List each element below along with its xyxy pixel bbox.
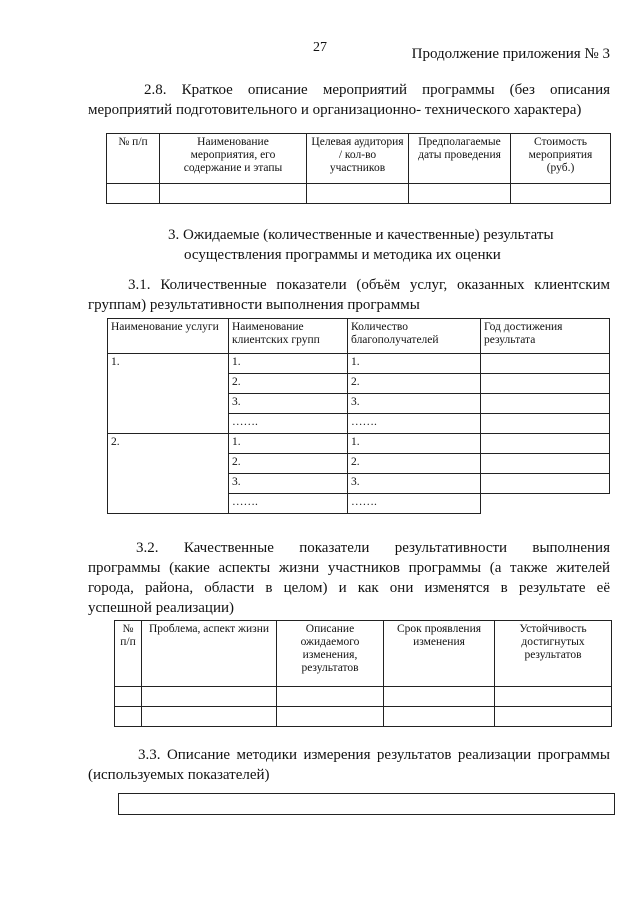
service-cell: 1. <box>108 354 229 434</box>
header-change: Описание ожидаемого изменения, результатов <box>277 621 384 687</box>
cell[interactable] <box>495 687 612 707</box>
cell[interactable] <box>511 184 611 204</box>
quantitative-table <box>107 318 610 514</box>
table-row <box>108 434 610 454</box>
header-client-groups: Наименование клиентских групп <box>229 319 348 354</box>
cell[interactable] <box>142 687 277 707</box>
section-3-heading-line1: 3. Ожидаемые (количественные и качественные) результаты <box>168 227 554 243</box>
year-cell[interactable] <box>481 354 610 374</box>
section-3-heading <box>168 225 568 265</box>
cell[interactable] <box>495 707 612 727</box>
section-3-2-line4: успешной реализации) <box>88 600 235 616</box>
year-cell[interactable] <box>481 414 610 434</box>
cell[interactable] <box>142 707 277 727</box>
client-group-cell: 1. <box>229 434 348 454</box>
section-3-3-text <box>88 745 610 785</box>
section-3-3-line2: (используемых показателей) <box>88 767 270 783</box>
cell[interactable] <box>160 184 307 204</box>
section-3-2-line1: 3.2. Качественные показатели результативности выполнения <box>136 540 610 556</box>
section-3-1-text <box>88 275 610 315</box>
year-cell[interactable] <box>481 394 610 414</box>
client-group-cell: 3. <box>229 474 348 494</box>
cell[interactable] <box>277 707 384 727</box>
section-2-8-line2: мероприятий подготовительного и организационно- технического характера) <box>88 102 582 118</box>
header-year: Год достижения результата <box>481 319 610 354</box>
table-row <box>108 354 610 374</box>
client-group-cell: 3. <box>229 394 348 414</box>
section-3-1-line2: группам) результативности выполнения программы <box>88 297 420 313</box>
header-activity: Наименование мероприятия, его содержание и этапы <box>160 134 307 184</box>
header-beneficiaries: Количество благополучателей <box>348 319 481 354</box>
header-stability: Устойчивость достигнутых результатов <box>495 621 612 687</box>
year-cell[interactable] <box>481 474 610 494</box>
year-cell[interactable] <box>481 434 610 454</box>
cell[interactable] <box>115 687 142 707</box>
year-cell[interactable] <box>481 374 610 394</box>
header-term: Срок проявления изменения <box>384 621 495 687</box>
service-cell: 2. <box>108 434 229 514</box>
client-group-cell: 2. <box>229 374 348 394</box>
section-2-8-line1: 2.8. Краткое описание мероприятий программы (без описания <box>144 82 610 98</box>
header-audience: Целевая аудитория / кол-во участников <box>307 134 409 184</box>
header-num: № п/п <box>115 621 142 687</box>
appendix-continuation: Продолжение приложения № 3 <box>411 46 610 62</box>
section-2-8-text <box>88 80 610 120</box>
section-3-2-text <box>88 538 610 618</box>
client-group-cell: ……. <box>229 494 348 514</box>
client-group-cell: 2. <box>229 454 348 474</box>
table-row <box>107 184 611 204</box>
cell[interactable] <box>384 707 495 727</box>
beneficiaries-cell: 2. <box>348 374 481 394</box>
beneficiaries-cell: ……. <box>348 494 481 514</box>
table-row <box>115 687 612 707</box>
cell[interactable] <box>277 687 384 707</box>
client-group-cell: ……. <box>229 414 348 434</box>
beneficiaries-cell: 1. <box>348 354 481 374</box>
beneficiaries-cell: 2. <box>348 454 481 474</box>
header-num: № п/п <box>107 134 160 184</box>
empty-cell <box>481 494 610 514</box>
beneficiaries-cell: 1. <box>348 434 481 454</box>
qualitative-table <box>114 620 612 727</box>
header-problem: Проблема, аспект жизни <box>142 621 277 687</box>
methodology-field[interactable] <box>118 793 615 815</box>
cell[interactable] <box>307 184 409 204</box>
table-row <box>115 707 612 727</box>
cell[interactable] <box>409 184 511 204</box>
beneficiaries-cell: ……. <box>348 414 481 434</box>
header-service: Наименование услуги <box>108 319 229 354</box>
header-cost: Стоимость мероприятия (руб.) <box>511 134 611 184</box>
cell[interactable] <box>115 707 142 727</box>
section-3-1-line1: 3.1. Количественные показатели (объём услуг, оказанных клиентским <box>128 277 610 293</box>
section-3-2-line2: программы (какие аспекты жизни участников программы (а также жителей <box>88 560 610 576</box>
beneficiaries-cell: 3. <box>348 474 481 494</box>
activities-table <box>106 133 611 204</box>
section-3-3-line1: 3.3. Описание методики измерения результатов реализации программы <box>138 747 610 763</box>
section-3-2-line3: города, района, области в целом) и как они изменятся в результате её <box>88 580 610 596</box>
section-3-heading-line2: осуществления программы и методика их оценки <box>184 247 501 263</box>
page-number: 27 <box>313 40 327 55</box>
cell[interactable] <box>107 184 160 204</box>
year-cell[interactable] <box>481 454 610 474</box>
cell[interactable] <box>384 687 495 707</box>
beneficiaries-cell: 3. <box>348 394 481 414</box>
header-dates: Предполагаемые даты проведения <box>409 134 511 184</box>
client-group-cell: 1. <box>229 354 348 374</box>
